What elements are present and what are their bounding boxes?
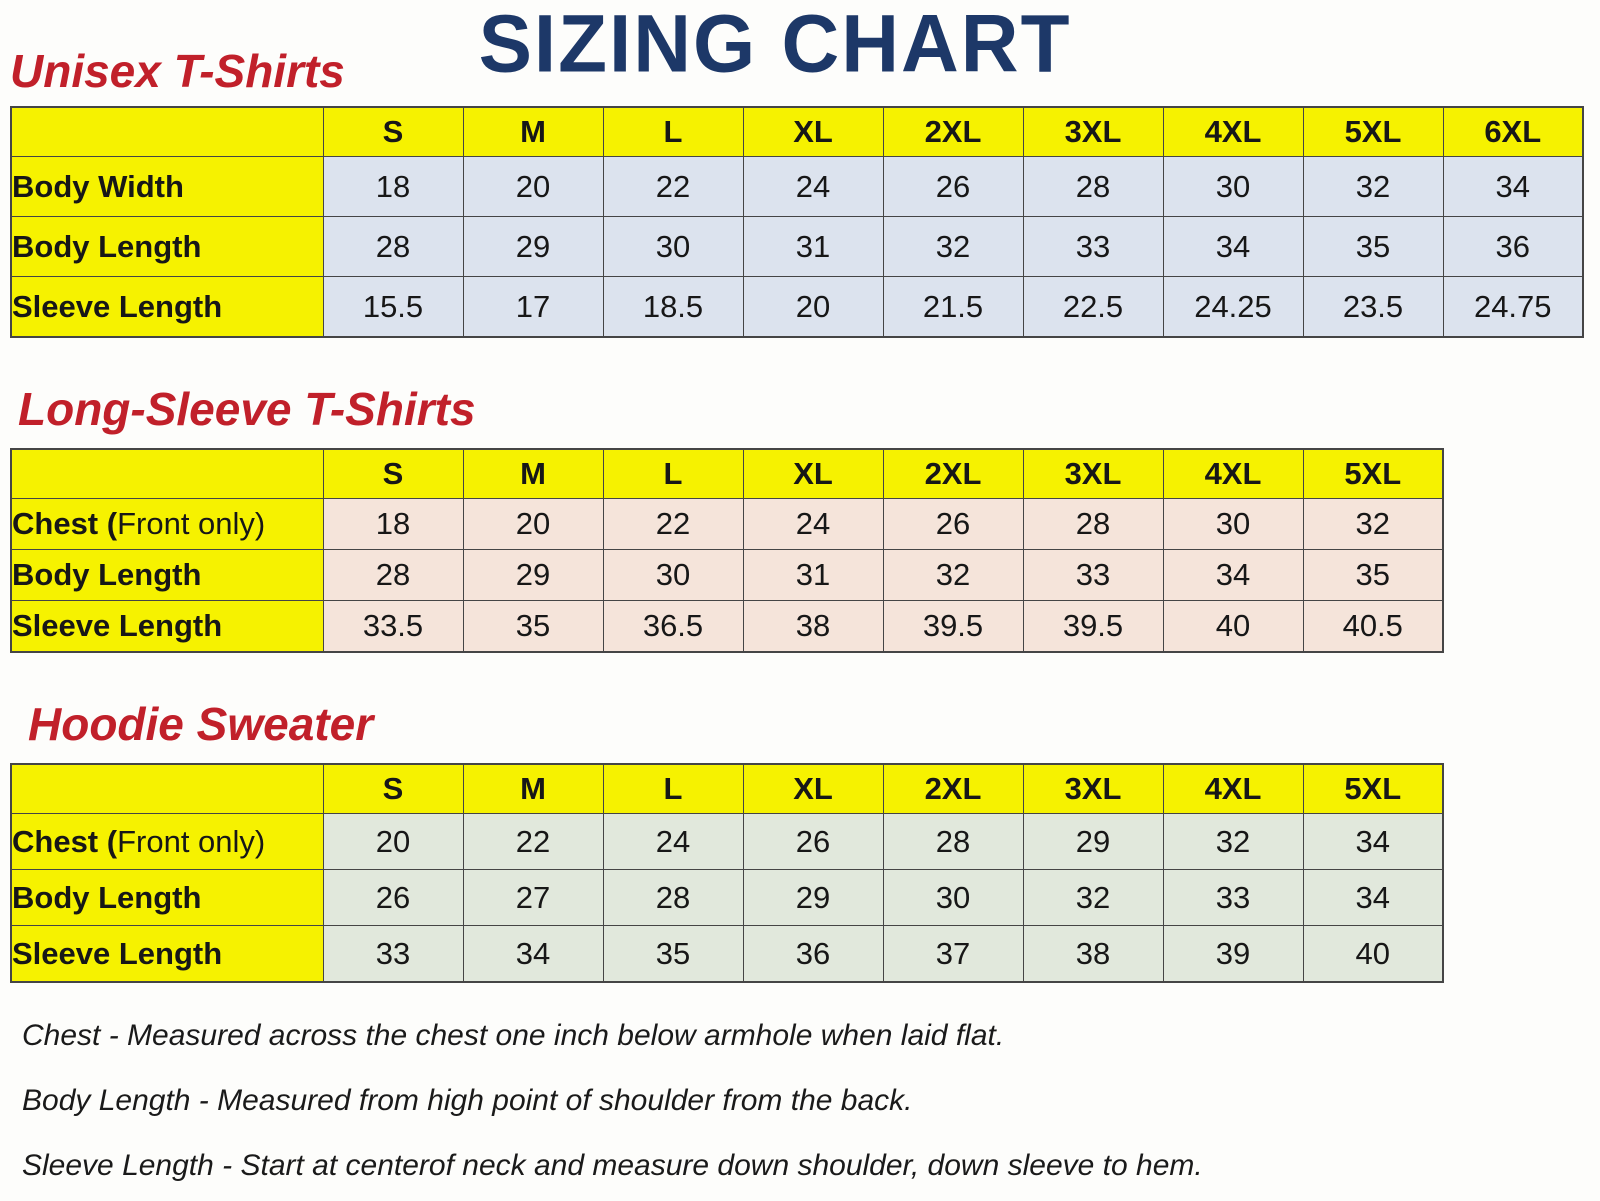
value-cell: 20 — [323, 814, 463, 870]
corner-cell — [11, 764, 323, 814]
value-cell: 28 — [323, 550, 463, 601]
row-label-text: Chest ( — [12, 823, 118, 859]
value-cell: 34 — [1163, 550, 1303, 601]
value-cell: 29 — [743, 870, 883, 926]
value-cell: 30 — [603, 550, 743, 601]
size-header-2xl: 2XL — [883, 764, 1023, 814]
value-cell: 18 — [323, 499, 463, 550]
row-label-cell — [11, 926, 323, 983]
value-cell: 28 — [323, 217, 463, 277]
value-cell: 32 — [1303, 157, 1443, 217]
corner-cell — [11, 449, 323, 499]
size-header-row — [11, 107, 1583, 157]
row-label-cell — [11, 601, 323, 653]
size-header-m: M — [463, 107, 603, 157]
value-cell: 32 — [883, 217, 1023, 277]
table-row — [11, 926, 1443, 983]
size-table-unisex-t-shirts — [10, 106, 1584, 338]
size-header-l: L — [603, 764, 743, 814]
size-header-5xl: 5XL — [1303, 107, 1443, 157]
table-row — [11, 157, 1583, 217]
row-label-text: Sleeve Length — [12, 608, 223, 643]
page-title: SIZING CHART — [478, 0, 1072, 89]
value-cell: 31 — [743, 550, 883, 601]
value-cell: 24.75 — [1443, 277, 1583, 338]
value-cell: 32 — [883, 550, 1023, 601]
value-cell: 21.5 — [883, 277, 1023, 338]
table-row — [11, 870, 1443, 926]
value-cell: 15.5 — [323, 277, 463, 338]
row-label-text: Body Length — [12, 557, 202, 592]
value-cell: 39.5 — [883, 601, 1023, 653]
footnotes — [10, 1017, 1600, 1185]
value-cell: 26 — [323, 870, 463, 926]
row-label-cell — [11, 217, 323, 277]
row-label-text: Sleeve Length — [12, 935, 223, 971]
size-header-4xl: 4XL — [1163, 449, 1303, 499]
table-unisex-t-shirts — [10, 106, 1600, 338]
value-cell: 30 — [603, 217, 743, 277]
corner-cell — [11, 107, 323, 157]
size-header-xl: XL — [743, 449, 883, 499]
value-cell: 20 — [463, 157, 603, 217]
value-cell: 39.5 — [1023, 601, 1163, 653]
value-cell: 32 — [1303, 499, 1443, 550]
value-cell: 22 — [463, 814, 603, 870]
value-cell: 27 — [463, 870, 603, 926]
row-label-suffix: Front only) — [117, 506, 266, 541]
table-long-sleeve-t-shirts — [10, 448, 1600, 653]
row-label-suffix: Front only) — [117, 823, 266, 859]
row-label-cell — [11, 157, 323, 217]
value-cell: 24 — [603, 814, 743, 870]
row-label-text: Body Length — [12, 879, 202, 915]
value-cell: 33 — [1163, 870, 1303, 926]
value-cell: 36.5 — [603, 601, 743, 653]
section-hoodie-sweater — [10, 699, 1600, 983]
size-header-row — [11, 449, 1443, 499]
row-label-text: Body Length — [12, 228, 202, 264]
value-cell: 28 — [603, 870, 743, 926]
value-cell: 40.5 — [1303, 601, 1443, 653]
value-cell: 20 — [743, 277, 883, 338]
value-cell: 30 — [883, 870, 1023, 926]
value-cell: 40 — [1163, 601, 1303, 653]
value-cell: 34 — [463, 926, 603, 983]
value-cell: 26 — [743, 814, 883, 870]
value-cell: 33 — [1023, 217, 1163, 277]
section-heading-long-sleeve-t-shirts: Long-Sleeve T-Shirts — [18, 383, 476, 435]
value-cell: 35 — [1303, 217, 1443, 277]
value-cell: 40 — [1303, 926, 1443, 983]
size-header-s: S — [323, 764, 463, 814]
value-cell: 24 — [743, 157, 883, 217]
value-cell: 37 — [883, 926, 1023, 983]
size-header-xl: XL — [743, 764, 883, 814]
size-header-3xl: 3XL — [1023, 764, 1163, 814]
value-cell: 30 — [1163, 499, 1303, 550]
size-header-l: L — [603, 107, 743, 157]
size-header-3xl: 3XL — [1023, 449, 1163, 499]
value-cell: 35 — [1303, 550, 1443, 601]
value-cell: 38 — [1023, 926, 1163, 983]
row-label-cell — [11, 814, 323, 870]
size-table-hoodie-sweater — [10, 763, 1444, 983]
value-cell: 28 — [1023, 499, 1163, 550]
section-unisex-t-shirts — [10, 46, 1600, 338]
size-header-l: L — [603, 449, 743, 499]
row-label-text: Chest ( — [12, 506, 118, 541]
value-cell: 32 — [1023, 870, 1163, 926]
footnote-chest: Chest - Measured across the chest one inch below armhole when laid flat. — [22, 1019, 1005, 1052]
footnote-sleeve-length: Sleeve Length - Start at centerof neck and measure down shoulder, down sleeve to hem. — [22, 1149, 1203, 1182]
value-cell: 22.5 — [1023, 277, 1163, 338]
row-label-text: Body Width — [12, 168, 184, 204]
size-header-5xl: 5XL — [1303, 449, 1443, 499]
size-header-6xl: 6XL — [1443, 107, 1583, 157]
value-cell: 39 — [1163, 926, 1303, 983]
value-cell: 38 — [743, 601, 883, 653]
value-cell: 28 — [1023, 157, 1163, 217]
value-cell: 29 — [463, 550, 603, 601]
value-cell: 34 — [1443, 157, 1583, 217]
table-row — [11, 277, 1583, 338]
value-cell: 31 — [743, 217, 883, 277]
table-row — [11, 499, 1443, 550]
value-cell: 34 — [1163, 217, 1303, 277]
value-cell: 18.5 — [603, 277, 743, 338]
value-cell: 33.5 — [323, 601, 463, 653]
table-row — [11, 814, 1443, 870]
value-cell: 24 — [743, 499, 883, 550]
value-cell: 35 — [463, 601, 603, 653]
size-header-xl: XL — [743, 107, 883, 157]
size-header-s: S — [323, 107, 463, 157]
value-cell: 29 — [1023, 814, 1163, 870]
size-header-2xl: 2XL — [883, 107, 1023, 157]
row-label-cell — [11, 550, 323, 601]
section-heading-unisex-t-shirts: Unisex T-Shirts — [10, 45, 345, 97]
size-header-2xl: 2XL — [883, 449, 1023, 499]
value-cell: 35 — [603, 926, 743, 983]
table-hoodie-sweater — [10, 763, 1600, 983]
value-cell: 29 — [463, 217, 603, 277]
value-cell: 34 — [1303, 814, 1443, 870]
section-long-sleeve-t-shirts — [10, 384, 1600, 653]
value-cell: 33 — [323, 926, 463, 983]
row-label-text: Sleeve Length — [12, 288, 223, 324]
value-cell: 24.25 — [1163, 277, 1303, 338]
value-cell: 34 — [1303, 870, 1443, 926]
value-cell: 36 — [1443, 217, 1583, 277]
table-row — [11, 601, 1443, 653]
value-cell: 18 — [323, 157, 463, 217]
size-header-3xl: 3XL — [1023, 107, 1163, 157]
value-cell: 17 — [463, 277, 603, 338]
size-header-m: M — [463, 764, 603, 814]
table-row — [11, 217, 1583, 277]
value-cell: 22 — [603, 499, 743, 550]
value-cell: 22 — [603, 157, 743, 217]
table-row — [11, 550, 1443, 601]
row-label-cell — [11, 277, 323, 338]
value-cell: 26 — [883, 157, 1023, 217]
size-table-long-sleeve-t-shirts — [10, 448, 1444, 653]
size-header-4xl: 4XL — [1163, 764, 1303, 814]
value-cell: 28 — [883, 814, 1023, 870]
value-cell: 23.5 — [1303, 277, 1443, 338]
size-header-m: M — [463, 449, 603, 499]
row-label-cell — [11, 870, 323, 926]
value-cell: 32 — [1163, 814, 1303, 870]
size-header-4xl: 4XL — [1163, 107, 1303, 157]
size-header-row — [11, 764, 1443, 814]
footnote-body-length: Body Length - Measured from high point of shoulder from the back. — [22, 1084, 913, 1117]
value-cell: 20 — [463, 499, 603, 550]
value-cell: 36 — [743, 926, 883, 983]
value-cell: 26 — [883, 499, 1023, 550]
section-heading-hoodie-sweater: Hoodie Sweater — [28, 698, 374, 750]
size-header-5xl: 5XL — [1303, 764, 1443, 814]
row-label-cell — [11, 499, 323, 550]
value-cell: 33 — [1023, 550, 1163, 601]
size-header-s: S — [323, 449, 463, 499]
value-cell: 30 — [1163, 157, 1303, 217]
